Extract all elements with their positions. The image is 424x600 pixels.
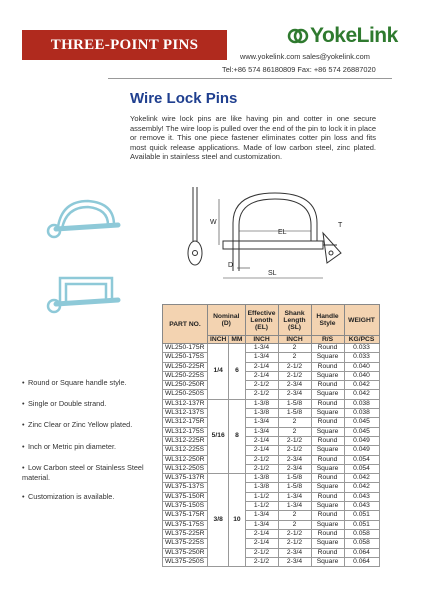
dim-label-w: W <box>210 219 217 226</box>
handle-style-cell: Round <box>311 362 344 371</box>
weight-cell: 0.038 <box>344 409 379 418</box>
part-number-cell: WL250-225R <box>163 362 208 371</box>
effective-length-cell: 2-1/4 <box>245 539 278 548</box>
part-number-cell: WL250-250R <box>163 381 208 390</box>
handle-style-cell: Round <box>311 529 344 538</box>
part-number-cell: WL375-175R <box>163 511 208 520</box>
shank-length-cell: 2-3/4 <box>278 455 311 464</box>
part-number-cell: WL312-250R <box>163 455 208 464</box>
part-number-cell: WL312-225R <box>163 436 208 445</box>
table-row <box>163 362 380 371</box>
part-number-cell: WL250-175R <box>163 344 208 353</box>
weight-cell: 0.040 <box>344 371 379 380</box>
part-number-cell: WL312-225S <box>163 446 208 455</box>
page-title: Wire Lock Pins <box>130 90 238 107</box>
effective-length-cell: 1-3/4 <box>245 418 278 427</box>
handle-style-cell: Square <box>311 539 344 548</box>
effective-length-cell: 1-3/4 <box>245 427 278 436</box>
shank-length-cell: 2-1/2 <box>278 362 311 371</box>
handle-style-cell: Round <box>311 548 344 557</box>
table-row <box>163 511 380 520</box>
shank-length-cell: 2 <box>278 344 311 353</box>
feature-item: • Customization is available. <box>22 492 115 501</box>
shank-length-cell: 2 <box>278 427 311 436</box>
weight-cell: 0.054 <box>344 455 379 464</box>
unit-inch: INCH <box>208 336 229 344</box>
weight-cell: 0.058 <box>344 539 379 548</box>
handle-style-cell: Square <box>311 353 344 362</box>
header-divider <box>108 78 392 79</box>
effective-length-cell: 2-1/2 <box>245 390 278 399</box>
header-handle-style: Handle Style <box>311 305 344 336</box>
shank-length-cell: 2-3/4 <box>278 381 311 390</box>
part-number-cell: WL312-175S <box>163 427 208 436</box>
link-logo-icon <box>286 24 310 48</box>
weight-cell: 0.058 <box>344 529 379 538</box>
dim-label-el: EL <box>278 229 287 236</box>
effective-length-cell: 1-3/4 <box>245 344 278 353</box>
nominal-mm-cell: 6 <box>229 344 245 400</box>
weight-cell: 0.045 <box>344 427 379 436</box>
effective-length-cell: 2-1/4 <box>245 371 278 380</box>
company-logo <box>286 22 398 50</box>
handle-style-cell: Square <box>311 483 344 492</box>
effective-length-cell: 2-1/2 <box>245 381 278 390</box>
effective-length-cell: 2-1/2 <box>245 464 278 473</box>
part-number-cell: WL312-137S <box>163 409 208 418</box>
part-number-cell: WL250-250S <box>163 390 208 399</box>
table-row <box>163 371 380 380</box>
handle-style-cell: Round <box>311 492 344 501</box>
dim-label-d: D <box>228 262 234 269</box>
handle-style-cell: Square <box>311 446 344 455</box>
weight-cell: 0.040 <box>344 362 379 371</box>
handle-style-cell: Round <box>311 511 344 520</box>
shank-length-cell: 2-1/2 <box>278 539 311 548</box>
effective-length-cell: 2-1/4 <box>245 362 278 371</box>
effective-length-cell: 1-3/4 <box>245 511 278 520</box>
effective-length-cell: 1-3/4 <box>245 353 278 362</box>
table-row <box>163 502 380 511</box>
table-row <box>163 557 380 566</box>
table-row <box>163 474 380 483</box>
shank-length-cell: 2-3/4 <box>278 464 311 473</box>
handle-style-cell: Round <box>311 455 344 464</box>
header-effective-length: Effective Lenoth (EL) <box>245 305 278 336</box>
table-row <box>163 539 380 548</box>
logo-text: YokeLink <box>310 24 398 47</box>
dim-label-sl: SL <box>268 270 277 277</box>
feature-item: • Low Carbon steel or Stainless Steel material. <box>22 463 144 482</box>
feature-item: • Inch or Metric pin diameter. <box>22 442 117 451</box>
shank-length-cell: 2-1/2 <box>278 529 311 538</box>
table-row <box>163 529 380 538</box>
handle-style-cell: Square <box>311 464 344 473</box>
effective-length-cell: 1-3/8 <box>245 483 278 492</box>
effective-length-cell: 2-1/4 <box>245 529 278 538</box>
part-number-cell: WL375-225S <box>163 539 208 548</box>
nominal-inch-cell: 5/16 <box>208 399 229 473</box>
table-row <box>163 390 380 399</box>
table-row <box>163 353 380 362</box>
table-row <box>163 436 380 445</box>
table-row <box>163 381 380 390</box>
weight-cell: 0.051 <box>344 520 379 529</box>
dim-label-t: T <box>338 222 343 229</box>
contact-phone-fax: Tel:+86 574 86180809 Fax: +86 574 26887020 <box>222 65 376 74</box>
shank-length-cell: 2-3/4 <box>278 548 311 557</box>
part-number-cell: WL375-150S <box>163 502 208 511</box>
shank-length-cell: 2 <box>278 520 311 529</box>
weight-cell: 0.042 <box>344 381 379 390</box>
contact-web-email: www.yokelink.com sales@yokelink.com <box>240 52 370 61</box>
nominal-mm-cell: 10 <box>229 474 245 567</box>
shank-length-cell: 2 <box>278 353 311 362</box>
effective-length-cell: 1-3/8 <box>245 399 278 408</box>
part-number-cell: WL375-150R <box>163 492 208 501</box>
handle-style-cell: Round <box>311 399 344 408</box>
shank-length-cell: 2 <box>278 418 311 427</box>
weight-cell: 0.054 <box>344 464 379 473</box>
intro-paragraph: Yokelink wire lock pins are like having pin and cotter in one secure assembly! The wire loop is pulled over the end of the pin to lock it in place or remove it. This one piece fastener eliminates cotter pin loss and fits most quick release applications. Made of low carbon steel, zinc plated. Available in stainless steel and customization. <box>130 114 376 162</box>
handle-style-cell: Round <box>311 474 344 483</box>
effective-length-cell: 1-1/2 <box>245 492 278 501</box>
effective-length-cell: 2-1/2 <box>245 557 278 566</box>
shank-length-cell: 2-3/4 <box>278 557 311 566</box>
weight-cell: 0.064 <box>344 557 379 566</box>
table-row <box>163 399 380 408</box>
table-row <box>163 446 380 455</box>
weight-cell: 0.049 <box>344 446 379 455</box>
effective-length-cell: 1-3/4 <box>245 520 278 529</box>
table-row <box>163 427 380 436</box>
weight-cell: 0.051 <box>344 511 379 520</box>
effective-length-cell: 1-1/2 <box>245 502 278 511</box>
part-number-cell: WL312-250S <box>163 464 208 473</box>
handle-style-cell: Round <box>311 344 344 353</box>
feature-item: • Round or Square handle style. <box>22 378 127 387</box>
effective-length-cell: 2-1/2 <box>245 548 278 557</box>
nominal-inch-cell: 1/4 <box>208 344 229 400</box>
header-shank-length: Shank Length (SL) <box>278 305 311 336</box>
table-row <box>163 492 380 501</box>
handle-style-cell: Round <box>311 381 344 390</box>
round-handle-pin-photo <box>42 195 122 255</box>
effective-length-cell: 1-3/8 <box>245 409 278 418</box>
part-number-cell: WL375-250S <box>163 557 208 566</box>
part-number-cell: WL312-175R <box>163 418 208 427</box>
unit-kg: KG/PCS <box>344 336 379 344</box>
part-number-cell: WL375-175S <box>163 520 208 529</box>
handle-style-cell: Round <box>311 418 344 427</box>
part-number-cell: WL250-225S <box>163 371 208 380</box>
weight-cell: 0.042 <box>344 474 379 483</box>
header-weight: WEIGHT <box>344 305 379 336</box>
shank-length-cell: 2-1/2 <box>278 446 311 455</box>
shank-length-cell: 2-3/4 <box>278 390 311 399</box>
weight-cell: 0.038 <box>344 399 379 408</box>
table-row <box>163 409 380 418</box>
weight-cell: 0.043 <box>344 502 379 511</box>
weight-cell: 0.033 <box>344 353 379 362</box>
handle-style-cell: Square <box>311 520 344 529</box>
weight-cell: 0.049 <box>344 436 379 445</box>
shank-length-cell: 2-1/2 <box>278 371 311 380</box>
weight-cell: 0.033 <box>344 344 379 353</box>
handle-style-cell: Square <box>311 427 344 436</box>
header-nominal: Nominal (D) <box>208 305 246 336</box>
part-number-cell: WL375-250R <box>163 548 208 557</box>
part-number-cell: WL250-175S <box>163 353 208 362</box>
table-row <box>163 520 380 529</box>
weight-cell: 0.042 <box>344 390 379 399</box>
handle-style-cell: Square <box>311 409 344 418</box>
shank-length-cell: 2-1/2 <box>278 436 311 445</box>
table-row <box>163 548 380 557</box>
weight-cell: 0.064 <box>344 548 379 557</box>
shank-length-cell: 1-3/4 <box>278 492 311 501</box>
part-number-cell: WL312-137R <box>163 399 208 408</box>
effective-length-cell: 2-1/4 <box>245 436 278 445</box>
effective-length-cell: 2-1/4 <box>245 446 278 455</box>
shank-length-cell: 2 <box>278 511 311 520</box>
effective-length-cell: 2-1/2 <box>245 455 278 464</box>
effective-length-cell: 1-3/8 <box>245 474 278 483</box>
part-number-cell: WL375-225R <box>163 529 208 538</box>
wire-lock-pin-diagram <box>175 183 350 283</box>
handle-style-cell: Square <box>311 390 344 399</box>
part-number-cell: WL375-137S <box>163 483 208 492</box>
handle-style-cell: Round <box>311 436 344 445</box>
spec-table <box>162 304 380 567</box>
nominal-inch-cell: 3/8 <box>208 474 229 567</box>
table-row <box>163 483 380 492</box>
table-row <box>163 344 380 353</box>
shank-length-cell: 1-5/8 <box>278 483 311 492</box>
unit-inch-el: INCH <box>245 336 278 344</box>
shank-length-cell: 1-3/4 <box>278 502 311 511</box>
handle-style-cell: Square <box>311 502 344 511</box>
feature-item: • Zinc Clear or Zinc Yellow plated. <box>22 420 133 429</box>
spec-table-body <box>163 344 380 567</box>
section-banner: THREE-POINT PINS <box>22 30 227 60</box>
table-row <box>163 464 380 473</box>
handle-style-cell: Square <box>311 371 344 380</box>
header-part-no: PART NO. <box>163 305 208 344</box>
weight-cell: 0.043 <box>344 492 379 501</box>
unit-mm: MM <box>229 336 245 344</box>
square-handle-pin-photo <box>42 268 122 328</box>
unit-inch-sl: INCH <box>278 336 311 344</box>
unit-rs: R/S <box>311 336 344 344</box>
shank-length-cell: 1-5/8 <box>278 474 311 483</box>
shank-length-cell: 1-5/8 <box>278 399 311 408</box>
table-row <box>163 418 380 427</box>
shank-length-cell: 1-5/8 <box>278 409 311 418</box>
table-row <box>163 455 380 464</box>
handle-style-cell: Square <box>311 557 344 566</box>
part-number-cell: WL375-137R <box>163 474 208 483</box>
weight-cell: 0.045 <box>344 418 379 427</box>
nominal-mm-cell: 8 <box>229 399 245 473</box>
feature-item: • Single or Double strand. <box>22 399 107 408</box>
weight-cell: 0.042 <box>344 483 379 492</box>
